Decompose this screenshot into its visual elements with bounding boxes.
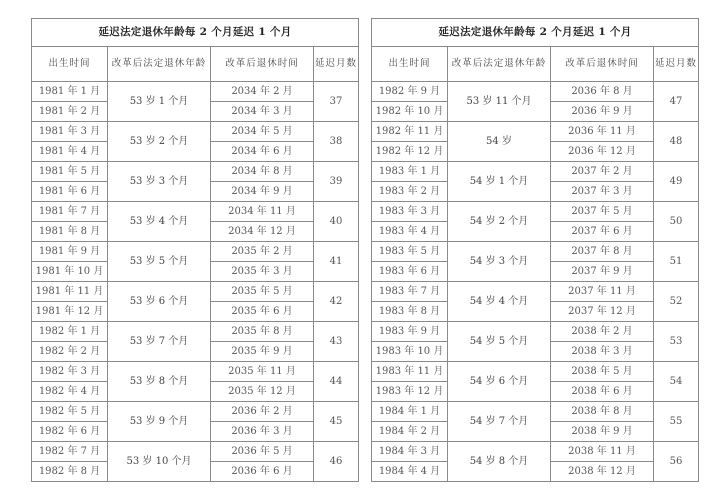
retirement-time-cell: 2038 年 8 月 xyxy=(551,402,654,422)
birth-time-cell: 1981 年 12 月 xyxy=(32,302,108,322)
retirement-age-cell: 53 岁 7 个月 xyxy=(108,322,211,362)
retirement-time-cell: 2038 年 11 月 xyxy=(551,442,654,462)
birth-time-cell: 1982 年 8 月 xyxy=(32,462,108,482)
retirement-time-cell: 2037 年 6 月 xyxy=(551,222,654,242)
table-row xyxy=(32,202,359,222)
delay-months-cell: 51 xyxy=(654,242,699,282)
retirement-time-cell: 2036 年 9 月 xyxy=(551,102,654,122)
table-row xyxy=(32,402,359,422)
retirement-time-cell: 2035 年 5 月 xyxy=(211,282,314,302)
delay-months-cell: 47 xyxy=(654,82,699,122)
delay-months-cell: 52 xyxy=(654,282,699,322)
birth-time-cell: 1982 年 5 月 xyxy=(32,402,108,422)
table-row xyxy=(372,442,699,462)
retirement-time-cell: 2036 年 8 月 xyxy=(551,82,654,102)
table-row xyxy=(372,322,699,342)
retirement-time-cell: 2034 年 8 月 xyxy=(211,162,314,182)
retirement-age-cell: 53 岁 2 个月 xyxy=(108,122,211,162)
retirement-time-cell: 2035 年 11 月 xyxy=(211,362,314,382)
delay-months-cell: 42 xyxy=(314,282,359,322)
left-table-panel xyxy=(31,18,358,477)
retirement-time-cell: 2035 年 6 月 xyxy=(211,302,314,322)
table-row xyxy=(32,442,359,462)
birth-time-cell: 1981 年 3 月 xyxy=(32,122,108,142)
retirement-time-cell: 2034 年 9 月 xyxy=(211,182,314,202)
birth-time-cell: 1984 年 1 月 xyxy=(372,402,448,422)
retirement-schedule xyxy=(31,18,698,477)
delay-months-cell: 50 xyxy=(654,202,699,242)
birth-time-cell: 1982 年 4 月 xyxy=(32,382,108,402)
table-row xyxy=(32,162,359,182)
retirement-time-cell: 2036 年 5 月 xyxy=(211,442,314,462)
retirement-time-cell: 2038 年 9 月 xyxy=(551,422,654,442)
retirement-time-cell: 2037 年 3 月 xyxy=(551,182,654,202)
birth-time-cell: 1983 年 1 月 xyxy=(372,162,448,182)
birth-time-cell: 1981 年 1 月 xyxy=(32,82,108,102)
birth-time-cell: 1982 年 11 月 xyxy=(372,122,448,142)
retirement-age-cell: 54 岁 5 个月 xyxy=(448,322,551,362)
header-retirement-age: 改革后法定退休年龄 xyxy=(108,47,211,82)
delay-months-cell: 38 xyxy=(314,122,359,162)
birth-time-cell: 1982 年 12 月 xyxy=(372,142,448,162)
birth-time-cell: 1983 年 12 月 xyxy=(372,382,448,402)
retirement-time-cell: 2038 年 6 月 xyxy=(551,382,654,402)
birth-time-cell: 1983 年 2 月 xyxy=(372,182,448,202)
delay-months-cell: 53 xyxy=(654,322,699,362)
table-row xyxy=(32,282,359,302)
retirement-time-cell: 2035 年 8 月 xyxy=(211,322,314,342)
retirement-age-cell: 53 岁 5 个月 xyxy=(108,242,211,282)
birth-time-cell: 1983 年 9 月 xyxy=(372,322,448,342)
birth-time-cell: 1981 年 7 月 xyxy=(32,202,108,222)
table-row xyxy=(372,82,699,102)
retirement-age-cell: 54 岁 1 个月 xyxy=(448,162,551,202)
table-header-row xyxy=(372,47,699,82)
birth-time-cell: 1982 年 1 月 xyxy=(32,322,108,342)
retirement-time-cell: 2037 年 9 月 xyxy=(551,262,654,282)
retirement-age-cell: 54 岁 3 个月 xyxy=(448,242,551,282)
retirement-time-cell: 2037 年 2 月 xyxy=(551,162,654,182)
delay-months-cell: 46 xyxy=(314,442,359,482)
retirement-age-cell: 53 岁 3 个月 xyxy=(108,162,211,202)
birth-time-cell: 1982 年 2 月 xyxy=(32,342,108,362)
delay-months-cell: 40 xyxy=(314,202,359,242)
retirement-time-cell: 2037 年 12 月 xyxy=(551,302,654,322)
birth-time-cell: 1983 年 10 月 xyxy=(372,342,448,362)
retirement-age-cell: 54 岁 8 个月 xyxy=(448,442,551,482)
retirement-time-cell: 2035 年 9 月 xyxy=(211,342,314,362)
delay-months-cell: 45 xyxy=(314,402,359,442)
retirement-time-cell: 2034 年 11 月 xyxy=(211,202,314,222)
birth-time-cell: 1981 年 9 月 xyxy=(32,242,108,262)
table-title-row xyxy=(372,19,699,47)
delay-months-cell: 41 xyxy=(314,242,359,282)
birth-time-cell: 1981 年 10 月 xyxy=(32,262,108,282)
retirement-time-cell: 2035 年 12 月 xyxy=(211,382,314,402)
birth-time-cell: 1981 年 11 月 xyxy=(32,282,108,302)
table-row xyxy=(32,362,359,382)
delay-months-cell: 54 xyxy=(654,362,699,402)
table-title-row xyxy=(32,19,359,47)
birth-time-cell: 1983 年 7 月 xyxy=(372,282,448,302)
retirement-age-cell: 53 岁 6 个月 xyxy=(108,282,211,322)
retirement-time-cell: 2037 年 5 月 xyxy=(551,202,654,222)
retirement-time-cell: 2037 年 8 月 xyxy=(551,242,654,262)
table-row xyxy=(372,362,699,382)
delay-months-cell: 49 xyxy=(654,162,699,202)
table-row xyxy=(372,242,699,262)
table-title: 延迟法定退休年龄每 2 个月延迟 1 个月 xyxy=(32,19,359,47)
birth-time-cell: 1982 年 9 月 xyxy=(372,82,448,102)
retirement-time-cell: 2034 年 12 月 xyxy=(211,222,314,242)
retirement-age-cell: 54 岁 2 个月 xyxy=(448,202,551,242)
birth-time-cell: 1984 年 3 月 xyxy=(372,442,448,462)
birth-time-cell: 1984 年 4 月 xyxy=(372,462,448,482)
right-table xyxy=(371,18,699,482)
header-birth-time: 出生时间 xyxy=(32,47,108,82)
birth-time-cell: 1983 年 5 月 xyxy=(372,242,448,262)
retirement-time-cell: 2034 年 5 月 xyxy=(211,122,314,142)
table-title: 延迟法定退休年龄每 2 个月延迟 1 个月 xyxy=(372,19,699,47)
table-row xyxy=(372,202,699,222)
table-row xyxy=(372,402,699,422)
table-row xyxy=(372,162,699,182)
table-row xyxy=(32,82,359,102)
header-retirement-time: 改革后退休时间 xyxy=(211,47,314,82)
table-row xyxy=(372,282,699,302)
table-row xyxy=(32,122,359,142)
birth-time-cell: 1983 年 3 月 xyxy=(372,202,448,222)
table-header-row xyxy=(32,47,359,82)
header-delay-months: 延迟月数 xyxy=(314,47,359,82)
retirement-age-cell: 54 岁 4 个月 xyxy=(448,282,551,322)
column-gutter xyxy=(358,18,371,471)
birth-time-cell: 1981 年 8 月 xyxy=(32,222,108,242)
delay-months-cell: 43 xyxy=(314,322,359,362)
retirement-time-cell: 2036 年 2 月 xyxy=(211,402,314,422)
header-birth-time: 出生时间 xyxy=(372,47,448,82)
retirement-age-cell: 53 岁 1 个月 xyxy=(108,82,211,122)
right-table-panel xyxy=(371,18,698,477)
table-row xyxy=(32,322,359,342)
retirement-time-cell: 2034 年 6 月 xyxy=(211,142,314,162)
birth-time-cell: 1982 年 6 月 xyxy=(32,422,108,442)
birth-time-cell: 1983 年 6 月 xyxy=(372,262,448,282)
header-retirement-time: 改革后退休时间 xyxy=(551,47,654,82)
delay-months-cell: 56 xyxy=(654,442,699,482)
retirement-time-cell: 2038 年 3 月 xyxy=(551,342,654,362)
retirement-age-cell: 53 岁 4 个月 xyxy=(108,202,211,242)
retirement-age-cell: 53 岁 11 个月 xyxy=(448,82,551,122)
retirement-time-cell: 2034 年 2 月 xyxy=(211,82,314,102)
retirement-time-cell: 2037 年 11 月 xyxy=(551,282,654,302)
birth-time-cell: 1982 年 7 月 xyxy=(32,442,108,462)
birth-time-cell: 1983 年 8 月 xyxy=(372,302,448,322)
birth-time-cell: 1982 年 3 月 xyxy=(32,362,108,382)
table-row xyxy=(32,242,359,262)
delay-months-cell: 44 xyxy=(314,362,359,402)
retirement-age-cell: 53 岁 10 个月 xyxy=(108,442,211,482)
birth-time-cell: 1983 年 11 月 xyxy=(372,362,448,382)
birth-time-cell: 1981 年 5 月 xyxy=(32,162,108,182)
delay-months-cell: 55 xyxy=(654,402,699,442)
delay-months-cell: 37 xyxy=(314,82,359,122)
retirement-age-cell: 53 岁 9 个月 xyxy=(108,402,211,442)
retirement-time-cell: 2038 年 5 月 xyxy=(551,362,654,382)
header-retirement-age: 改革后法定退休年龄 xyxy=(448,47,551,82)
birth-time-cell: 1981 年 2 月 xyxy=(32,102,108,122)
delay-months-cell: 48 xyxy=(654,122,699,162)
retirement-age-cell: 54 岁 xyxy=(448,122,551,162)
retirement-time-cell: 2038 年 2 月 xyxy=(551,322,654,342)
birth-time-cell: 1982 年 10 月 xyxy=(372,102,448,122)
birth-time-cell: 1984 年 2 月 xyxy=(372,422,448,442)
left-table xyxy=(31,18,359,482)
table-row xyxy=(372,122,699,142)
retirement-age-cell: 54 岁 6 个月 xyxy=(448,362,551,402)
birth-time-cell: 1981 年 6 月 xyxy=(32,182,108,202)
retirement-time-cell: 2034 年 3 月 xyxy=(211,102,314,122)
birth-time-cell: 1983 年 4 月 xyxy=(372,222,448,242)
retirement-time-cell: 2035 年 3 月 xyxy=(211,262,314,282)
retirement-time-cell: 2036 年 12 月 xyxy=(551,142,654,162)
retirement-time-cell: 2036 年 6 月 xyxy=(211,462,314,482)
header-delay-months: 延迟月数 xyxy=(654,47,699,82)
retirement-time-cell: 2035 年 2 月 xyxy=(211,242,314,262)
birth-time-cell: 1981 年 4 月 xyxy=(32,142,108,162)
delay-months-cell: 39 xyxy=(314,162,359,202)
retirement-age-cell: 54 岁 7 个月 xyxy=(448,402,551,442)
retirement-age-cell: 53 岁 8 个月 xyxy=(108,362,211,402)
retirement-time-cell: 2036 年 11 月 xyxy=(551,122,654,142)
retirement-time-cell: 2038 年 12 月 xyxy=(551,462,654,482)
retirement-time-cell: 2036 年 3 月 xyxy=(211,422,314,442)
